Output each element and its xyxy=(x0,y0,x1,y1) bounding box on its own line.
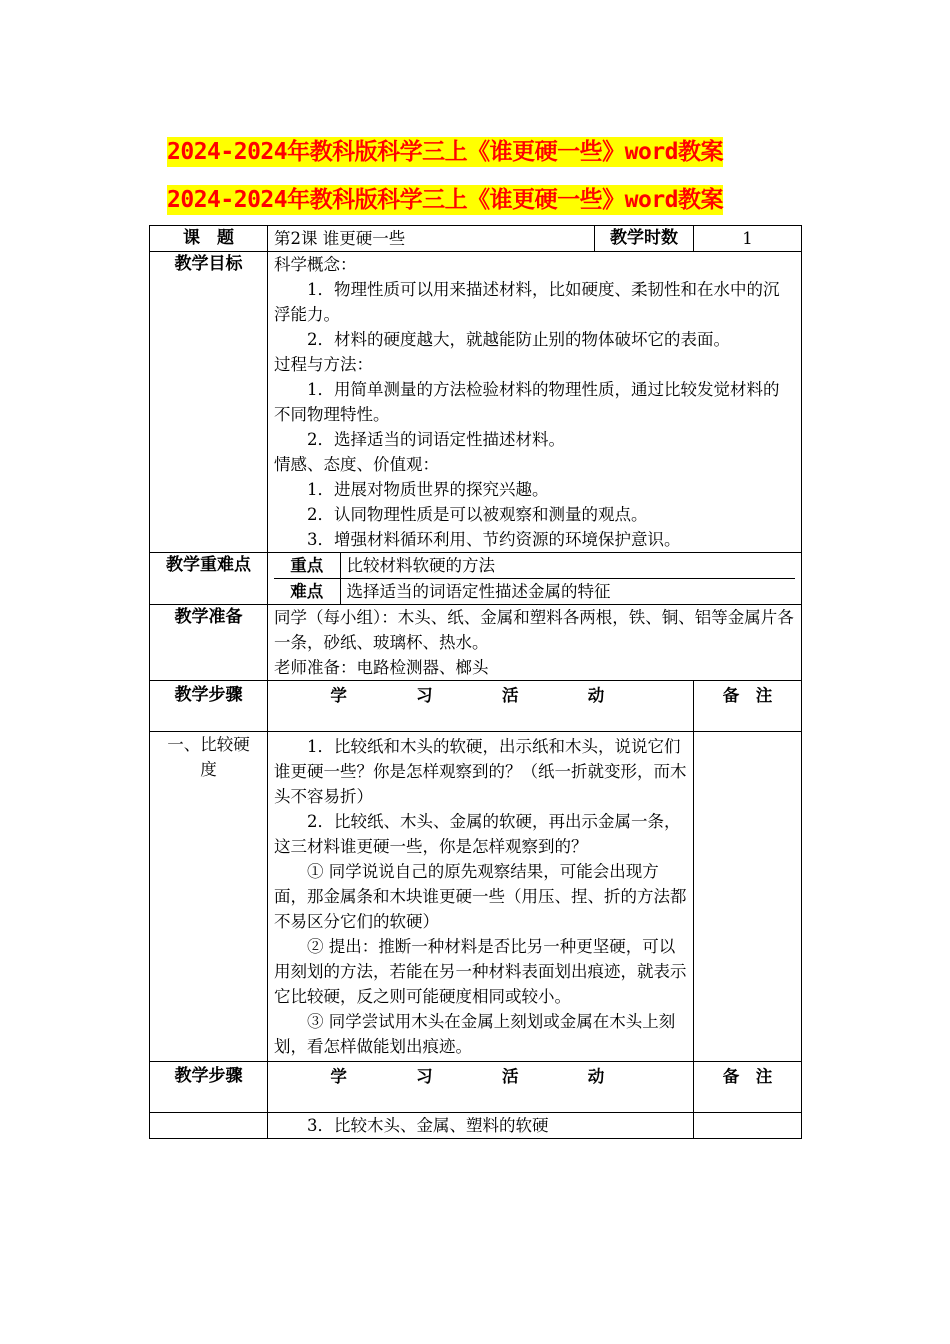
section2-notes xyxy=(694,1113,802,1139)
preparation-label: 教学准备 xyxy=(150,605,268,681)
activity-item: ③ 同学尝试用木头在金属上刻划或金属在木头上刻划，看怎样做能划出痕迹。 xyxy=(274,1012,676,1056)
activity-header xyxy=(268,1062,694,1113)
activity-item: 2．比较纸、木头、金属的软硬，再出示金属一条，这三材料谁更硬一些，你是怎样观察到的？ xyxy=(274,812,681,856)
section2-label xyxy=(150,1113,268,1139)
steps-label: 教学步骤 xyxy=(150,1062,268,1113)
activity-header-text: 学 习 活 动 xyxy=(330,686,631,705)
activity-item: 3．比较木头、金属、塑料的软硬 xyxy=(307,1116,549,1135)
preparation-content xyxy=(268,605,802,681)
section2-content xyxy=(268,1113,694,1139)
focus-value: 比较材料软硬的方法 xyxy=(340,553,795,579)
objective-heading: 情感、态度、价值观： xyxy=(274,455,439,474)
student-materials: 同学（每小组）：木头、纸、金属和塑料各两根，铁、铜、铝等金属片各一条，砂纸、玻璃杯、热水。 xyxy=(274,608,794,652)
document-title-repeat: 2024-2024年教科版科学三上《谁更硬一些》word教案 xyxy=(167,187,724,213)
activity-item: ① 同学说说自己的原先观察结果，可能会出现方面，那金属条和木块谁更硬一些（用压、捏、折的方法都不易区分它们的软硬） xyxy=(274,862,687,931)
hours-value: 1 xyxy=(694,226,802,252)
objective-heading: 科学概念： xyxy=(274,255,357,274)
objective-item: 1．用简单测量的方法检验材料的物理性质，通过比较发觉材料的不同物理特性。 xyxy=(274,380,780,424)
topic-label: 课 题 xyxy=(150,226,268,252)
key-points-row xyxy=(150,553,802,605)
notes-header-text: 备 注 xyxy=(722,1067,773,1086)
objective-item: 3．增强材料循环利用、节约资源的环境保护意识。 xyxy=(307,530,681,549)
document-title: 2024-2024年教科版科学三上《谁更硬一些》word教案 xyxy=(167,139,724,165)
topic-row xyxy=(150,226,802,252)
focus-label: 重点 xyxy=(274,553,340,579)
steps-header-row-2 xyxy=(150,1062,802,1113)
notes-header xyxy=(694,1062,802,1113)
objective-item: 1．进展对物质世界的探究兴趣。 xyxy=(307,480,549,499)
activity-header-text: 学 习 活 动 xyxy=(330,1067,631,1086)
notes-header-text: 备 注 xyxy=(722,686,773,705)
objectives-content xyxy=(268,252,802,553)
objective-item: 1．物理性质可以用来描述材料，比如硬度、柔韧性和在水中的沉浮能力。 xyxy=(274,280,780,324)
key-points-label: 教学重难点 xyxy=(150,553,268,605)
activity-item: ② 提出：推断一种材料是否比另一种更坚硬，可以用刻划的方法，若能在另一种材料表面划出痕迹，就表示它比较硬，反之则可能硬度相同或较小。 xyxy=(274,937,687,1006)
steps-label: 教学步骤 xyxy=(150,681,268,732)
section1-row xyxy=(150,732,802,1062)
steps-header-row xyxy=(150,681,802,732)
section1-label: 一、比较硬度 xyxy=(150,732,268,1062)
lesson-plan-table xyxy=(149,225,802,1139)
section1-content xyxy=(268,732,694,1062)
topic-value: 第2课 谁更硬一些 xyxy=(268,226,595,252)
objectives-row xyxy=(150,252,802,553)
section2-row xyxy=(150,1113,802,1139)
difficulty-value: 选择适当的词语定性描述金属的特征 xyxy=(346,582,611,601)
objectives-label: 教学目标 xyxy=(150,252,268,553)
objective-item: 2．认同物理性质是可以被观察和测量的观点。 xyxy=(307,505,648,524)
hours-label: 教学时数 xyxy=(595,226,694,252)
objective-heading: 过程与方法： xyxy=(274,355,373,374)
teacher-materials: 老师准备：电路检测器、榔头 xyxy=(274,658,489,677)
objective-item: 2．选择适当的词语定性描述材料。 xyxy=(307,430,565,449)
notes-header xyxy=(694,681,802,732)
key-points-content xyxy=(268,553,802,605)
activity-header xyxy=(268,681,694,732)
objective-item: 2．材料的硬度越大，就越能防止别的物体破坏它的表面。 xyxy=(307,330,730,349)
activity-item: 1．比较纸和木头的软硬，出示纸和木头，说说它们谁更硬一些？你是怎样观察到的？（纸一折就变形，而木头不容易折） xyxy=(274,737,687,806)
preparation-row xyxy=(150,605,802,681)
section1-notes xyxy=(694,732,802,1062)
difficulty-label: 难点 xyxy=(274,579,340,605)
